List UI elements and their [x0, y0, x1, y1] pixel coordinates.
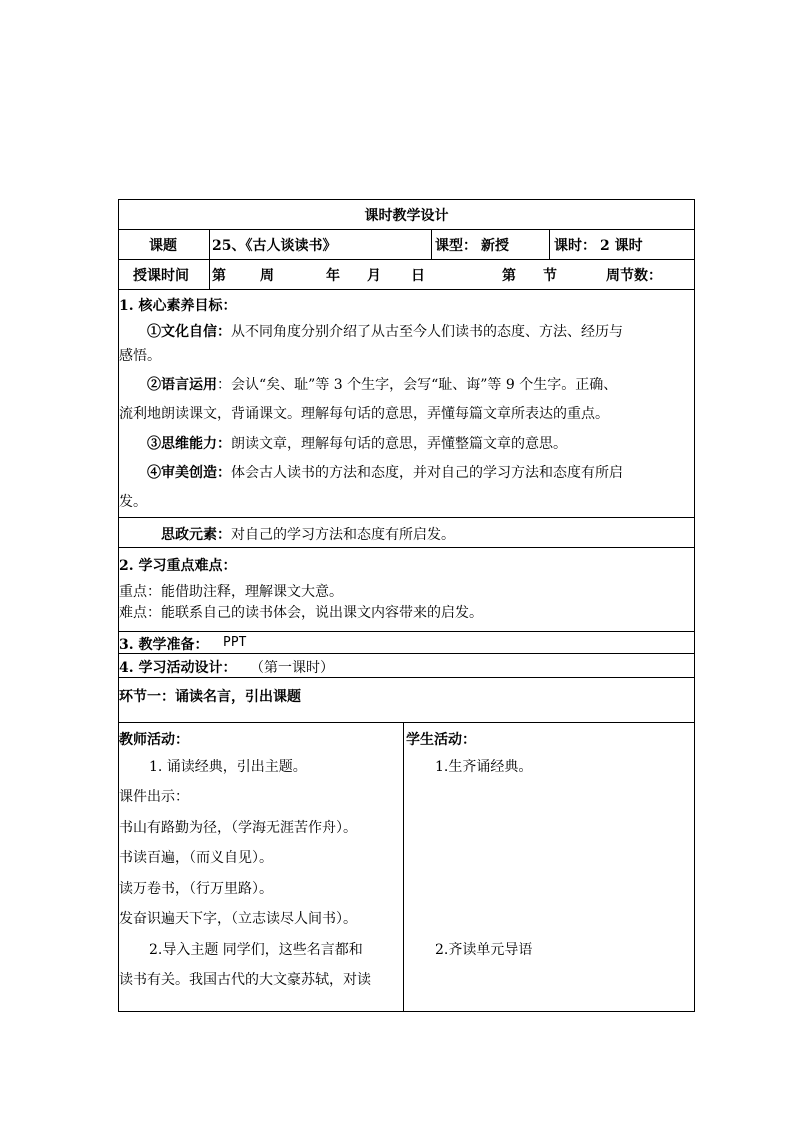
teacher-line-3: 书山有路勤为径，（学海无涯苦作舟）。: [119, 820, 357, 836]
ideology-text: 对自己的学习方法和态度有所启发。: [231, 527, 455, 543]
stage1-title: 环节一：诵读名言，引出课题: [119, 689, 301, 705]
topic-label-cell: [119, 230, 209, 259]
teacher-line-4: 书读百遍，（而义自见）。: [119, 850, 273, 866]
time-label-cell: [119, 260, 209, 289]
student-heading: 学生活动：: [406, 732, 476, 748]
time-zhou: 周: [260, 268, 274, 284]
page-title: 课时教学设计: [364, 208, 449, 224]
key-point: 重点：能借助注释，理解课文大意。: [119, 584, 343, 600]
title-row: [119, 200, 694, 230]
type-cell: [431, 230, 549, 259]
time-jie: 节: [543, 268, 557, 284]
topic-label: 课题: [149, 238, 177, 254]
time-label: 授课时间: [133, 268, 189, 284]
time-ri: 日: [411, 268, 425, 284]
goal-2-cont: [119, 403, 694, 423]
time-yue: 月: [367, 268, 381, 284]
topic-value-cell: [209, 230, 431, 259]
time-value-cell: [209, 260, 694, 289]
goal-1: [119, 321, 694, 341]
student-line-2: 2.齐读单元导语: [435, 942, 533, 958]
teacher-line-6: 发奋识遍天下字，（立志读尽人间书）。: [119, 911, 357, 927]
time-di: 第: [212, 268, 226, 284]
time-di2: 第: [502, 268, 516, 284]
goal-1-cont: [119, 345, 694, 365]
goal-4-label: ④审美创造：: [147, 465, 231, 481]
goals-section: [119, 290, 694, 518]
week-count-label: 周节数：: [606, 268, 662, 284]
activity-label: 4. 学习活动设计：: [119, 660, 237, 676]
goal-4-text-b: 发。: [119, 494, 147, 510]
student-column: [403, 723, 694, 1011]
goal-3-label: ③思维能力：: [147, 436, 231, 452]
ideology-label: 思政元素：: [161, 527, 231, 543]
keypoints-heading: 2. 学习重点难点：: [119, 558, 237, 574]
teacher-line-7: 2.导入主题 同学们，这些名言都和: [149, 942, 363, 958]
keypoints-section: [119, 548, 694, 632]
goal-2: [119, 374, 694, 394]
teacher-line-1: 1. 诵读经典，引出主题。: [149, 759, 307, 775]
goal-4-text-a: 体会古人读书的方法和态度，并对自己的学习方法和态度有所启: [231, 465, 623, 481]
hours-label: 课时：: [554, 238, 596, 254]
goal-2-text-a: ：会认“矣、耻”等 3 个生字，会写“耻、诲”等 9 个生字。正确、: [217, 377, 618, 393]
lesson-plan-table: [118, 199, 695, 1012]
teacher-heading: 教师活动：: [119, 732, 189, 748]
goal-1-text-a: 从不同角度分别介绍了从古至今人们读书的态度、方法、经历与: [231, 324, 623, 340]
goal-1-text-b: 感悟。: [119, 348, 161, 364]
goal-2-text-b: 流利地朗读课文，背诵课文。理解每句话的意思，弄懂每篇文章所表达的重点。: [119, 406, 609, 422]
goal-2-label: ②语言运用: [147, 377, 217, 393]
teacher-column: [119, 723, 403, 1011]
goal-1-label: ①文化自信：: [147, 324, 231, 340]
goal-3: [119, 433, 694, 453]
activity-row: [119, 654, 694, 678]
activities-section: [119, 723, 694, 1011]
stage1-row: [119, 678, 694, 723]
hours-cell: [549, 230, 694, 259]
time-row: [119, 260, 694, 290]
topic-row: [119, 230, 694, 260]
difficulty-point: 难点：能联系自己的读书体会，说出课文内容带来的启发。: [119, 605, 483, 621]
type-value: 新授: [481, 238, 509, 254]
prep-value: PPT: [223, 635, 247, 650]
goal-4-cont: [119, 491, 694, 511]
hours-value: 2 课时: [600, 238, 643, 254]
activity-value: （第一课时）: [250, 660, 334, 676]
time-nian: 年: [326, 268, 340, 284]
goals-heading: 1. 核心素养目标：: [119, 298, 237, 314]
topic-value: 25、《古人谈读书》: [212, 238, 337, 254]
ideology-row: [119, 518, 694, 548]
prep-label: 3. 教学准备：: [119, 637, 209, 653]
student-line-1: 1.生齐诵经典。: [435, 759, 533, 775]
teacher-line-2: 课件出示：: [119, 789, 189, 805]
type-label: 课型：: [435, 238, 477, 254]
teacher-line-8: 读书有关。我国古代的大文豪苏轼，对读: [119, 972, 371, 988]
goal-3-text: 朗读文章，理解每句话的意思，弄懂整篇文章的意思。: [231, 436, 567, 452]
prep-row: [119, 632, 694, 654]
teacher-line-5: 读万卷书，（行万里路）。: [119, 881, 273, 897]
goal-4: [119, 462, 694, 482]
